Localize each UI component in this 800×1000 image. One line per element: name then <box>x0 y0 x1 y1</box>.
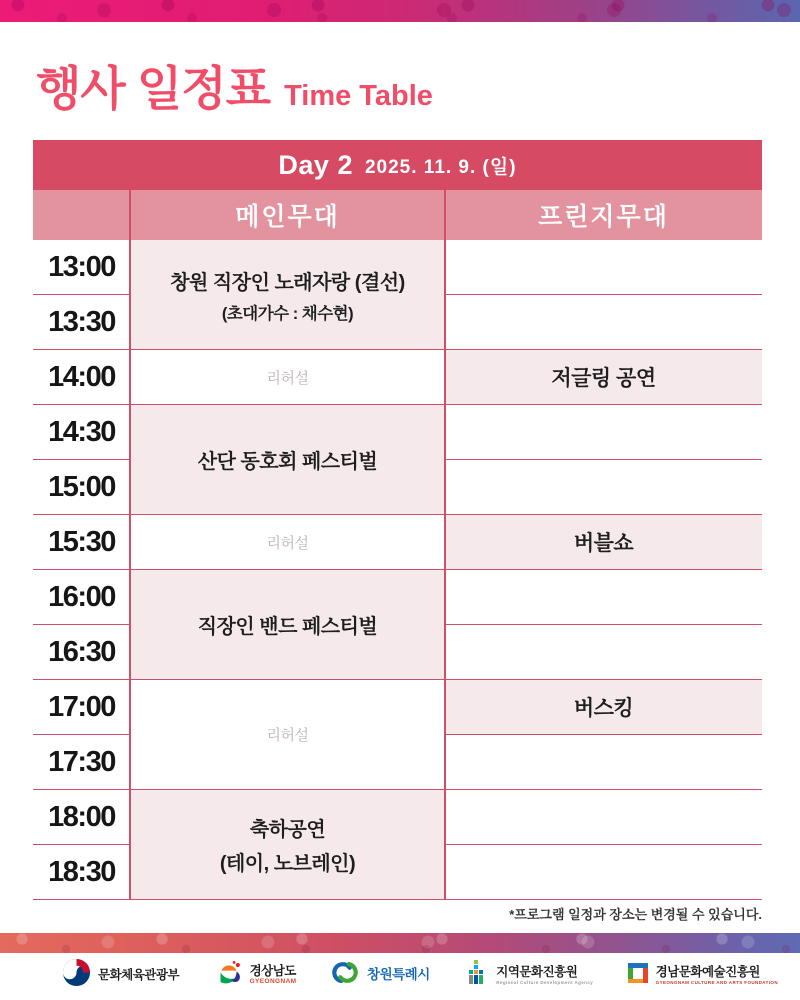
top-decor-band <box>0 0 800 22</box>
time-label: 17:30 <box>33 735 130 790</box>
column-header-main-stage: 메인무대 <box>235 203 340 231</box>
time-label: 18:30 <box>33 845 130 900</box>
event-title: 산단 동호회 페스티벌 <box>197 451 378 473</box>
empty-cell <box>445 405 762 460</box>
event-title: 버스킹 <box>573 697 634 720</box>
event-title: 창원 직장인 노래자랑 (결선) <box>170 271 405 294</box>
logo-label: 경남문화예술진흥원 <box>655 965 760 980</box>
logo-mcst <box>62 958 179 992</box>
time-label: 14:30 <box>33 405 130 460</box>
logo-rcda <box>463 959 593 991</box>
day-header <box>33 140 762 190</box>
time-label: 18:00 <box>33 790 130 845</box>
logo-sublabel: GYEONGNAM <box>249 978 297 986</box>
main-stage-column <box>130 240 445 900</box>
logo-label: 지역문화진흥원 <box>496 965 578 980</box>
event-cell-busking <box>445 680 762 735</box>
time-label: 16:30 <box>33 625 130 680</box>
time-column <box>33 240 130 900</box>
color-square-icon <box>627 962 649 989</box>
page-title <box>36 52 433 119</box>
logo-gyeongnam <box>213 959 297 991</box>
day-label: Day 2 <box>278 149 353 180</box>
event-cell-bubble-show <box>445 515 762 570</box>
event-cell-rehearsal <box>130 350 445 405</box>
fringe-stage-column <box>445 240 762 900</box>
event-title: 저글링 공연 <box>551 367 656 390</box>
time-label: 13:00 <box>33 240 130 295</box>
event-title: 직장인 밴드 페스티벌 <box>197 616 378 638</box>
event-title: 리허설 <box>266 534 309 552</box>
event-title: 리허설 <box>266 369 309 387</box>
time-column-header <box>33 190 130 240</box>
event-title: 버블쇼 <box>573 532 634 555</box>
empty-cell <box>445 735 762 790</box>
day-date: 2025. 11. 9. (일) <box>364 156 517 178</box>
time-label: 17:00 <box>33 680 130 735</box>
stage-header-row <box>33 190 762 240</box>
empty-cell <box>445 460 762 515</box>
bottom-decor-band <box>0 933 800 953</box>
event-cell-band-festival <box>130 570 445 680</box>
title-english: Time Table <box>284 80 433 112</box>
event-cell-juggling <box>445 350 762 405</box>
time-label: 15:30 <box>33 515 130 570</box>
logo-label: 창원특례시 <box>367 967 430 983</box>
event-cell-club-festival <box>130 405 445 515</box>
footnote: *프로그램 일정과 장소는 변경될 수 있습니다. <box>509 907 762 922</box>
building-blocks-icon <box>463 959 489 991</box>
logo-gcaf <box>627 962 778 989</box>
logo-label: 문화체육관광부 <box>98 967 180 982</box>
time-label: 15:00 <box>33 460 130 515</box>
empty-cell <box>445 240 762 295</box>
time-label: 16:00 <box>33 570 130 625</box>
grid-vertical-line <box>444 190 446 900</box>
event-title: 축하공연 <box>249 819 326 841</box>
event-title: 리허설 <box>266 727 309 744</box>
empty-cell <box>445 625 762 680</box>
event-cell-rehearsal <box>130 680 445 790</box>
event-cell-rehearsal <box>130 515 445 570</box>
time-label: 14:00 <box>33 350 130 405</box>
title-korean: 행사 일정표 <box>36 62 271 115</box>
sponsor-logos <box>0 952 800 998</box>
event-subtitle: (초대가수 : 채수현) <box>221 304 354 323</box>
logo-changwon <box>330 959 430 991</box>
empty-cell <box>445 295 762 350</box>
gyeongnam-emblem-icon <box>213 959 243 991</box>
logo-label: 경상남도 <box>249 964 296 979</box>
empty-cell <box>445 845 762 900</box>
logo-sublabel: Regional Culture Development Agency <box>496 979 594 985</box>
event-cell-celebration-show <box>130 790 445 900</box>
time-label: 13:30 <box>33 295 130 350</box>
logo-sublabel: GYEONGNAM CULTURE AND ARTS FOUNDATION <box>655 979 778 985</box>
timetable <box>33 140 762 900</box>
grid-vertical-line <box>129 190 131 900</box>
event-cell-singing-contest <box>130 240 445 350</box>
empty-cell <box>445 790 762 845</box>
column-header-fringe-stage: 프린지무대 <box>538 203 669 231</box>
empty-cell <box>445 570 762 625</box>
event-subtitle: (테이, 노브레인) <box>219 853 356 875</box>
changwon-emblem-icon <box>330 959 360 991</box>
taegeuk-icon <box>62 958 91 992</box>
